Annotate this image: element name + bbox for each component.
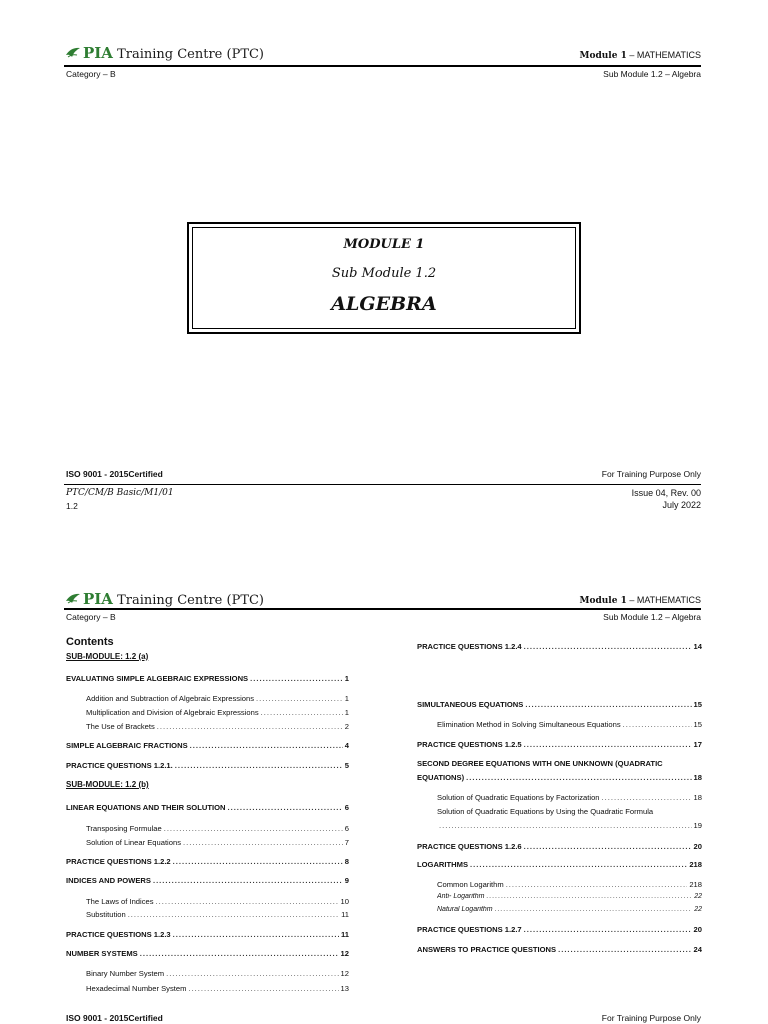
page-number: 1.2 [66, 501, 78, 511]
logo-text [83, 44, 264, 62]
submodule-a-heading[interactable]: SUB-MODULE: 1.2 (a) [66, 652, 149, 661]
toc-entry[interactable]: PRACTICE QUESTIONS 1.2.7 ..... 20 [417, 925, 702, 934]
module-number: Module 1 [579, 596, 627, 606]
toc-entry-wrap[interactable]: SECOND DEGREE EQUATIONS WITH ONE UNKNOWN (QUADRATIC [417, 759, 663, 768]
toc-entry[interactable]: Multiplication and Division of Algebraic Expressions ..... 1 [86, 708, 349, 717]
toc-entry[interactable]: Binary Number System ..... 12 [86, 969, 349, 978]
training-purpose: For Training Purpose Only [601, 469, 701, 479]
contents-title: Contents [66, 636, 114, 648]
logo-brand: PIA [83, 44, 113, 62]
toc-entry[interactable]: PRACTICE QUESTIONS 1.2.2 ..... 8 [66, 857, 349, 866]
submodule-label-2: Sub Module 1.2 – Algebra [603, 612, 701, 622]
toc-entry[interactable]: ..... 19 [437, 821, 702, 830]
toc-entry[interactable]: EVALUATING SIMPLE ALGEBRAIC EXPRESSIONS ..... 1 [66, 674, 349, 683]
toc-entry[interactable]: The Laws of Indices ..... 10 [86, 897, 349, 906]
toc-entry[interactable]: PRACTICE QUESTIONS 1.2.3 ..... 11 [66, 930, 349, 939]
issue-date: July 2022 [662, 500, 701, 510]
module-number: Module 1 [579, 51, 627, 61]
category-label-2: Category – B [66, 612, 116, 622]
iso-certified-2: ISO 9001 - 2015Certified [66, 1013, 163, 1023]
submodule-b-heading[interactable]: SUB-MODULE: 1.2 (b) [66, 780, 149, 789]
logo-brand: PIA [83, 590, 113, 608]
doc-reference: PTC/CM/B Basic/M1/01 [66, 488, 174, 498]
toc-entry[interactable]: Hexadecimal Number System ..... 13 [86, 984, 349, 993]
iso-certified: ISO 9001 - 2015Certified [66, 469, 163, 479]
header-rule [64, 65, 701, 67]
logo-title: Training Centre (PTC) [112, 593, 265, 608]
toc-entry[interactable]: Natural Logarithm ..... 22 [437, 906, 702, 913]
logo-title: Training Centre (PTC) [112, 47, 265, 62]
title-box [187, 222, 581, 334]
module-subject: – MATHEMATICS [626, 595, 701, 605]
toc-entry[interactable]: PRACTICE QUESTIONS 1.2.1. ..... 5 [66, 761, 349, 770]
toc-entry[interactable]: Anti- Logarithm ..... 22 [437, 893, 702, 900]
title-module: MODULE 1 [343, 237, 425, 252]
pia-logo [64, 44, 264, 62]
issue-rev: Issue 04, Rev. 00 [631, 488, 701, 498]
toc-entry[interactable]: The Use of Brackets ..... 2 [86, 722, 349, 731]
toc-entry[interactable]: LOGARITHMS ..... 218 [417, 860, 702, 869]
module-subject: – MATHEMATICS [626, 50, 701, 60]
toc-entry[interactable]: Solution of Linear Equations ..... 7 [86, 838, 349, 847]
toc-entry[interactable]: PRACTICE QUESTIONS 1.2.5 ..... 17 [417, 740, 702, 749]
header-rule-2 [64, 608, 701, 610]
title-submodule: Sub Module 1.2 [331, 266, 437, 281]
module-title-2 [579, 595, 701, 606]
toc-entry[interactable]: Addition and Subtraction of Algebraic Expressions ..... 1 [86, 694, 349, 703]
footer-rule [64, 484, 701, 485]
training-purpose-2: For Training Purpose Only [601, 1013, 701, 1023]
toc-entry[interactable]: SIMULTANEOUS EQUATIONS ..... 15 [417, 700, 702, 709]
logo-text [83, 590, 264, 608]
pia-plane-icon [64, 591, 82, 607]
toc-entry[interactable]: PRACTICE QUESTIONS 1.2.6 ..... 20 [417, 842, 702, 851]
toc-entry[interactable]: Solution of Quadratic Equations by Factorization ..... 18 [437, 793, 702, 802]
submodule-label: Sub Module 1.2 – Algebra [603, 69, 701, 79]
toc-entry[interactable]: Elimination Method in Solving Simultaneous Equations ..... 15 [437, 720, 702, 729]
toc-entry[interactable]: PRACTICE QUESTIONS 1.2.4 ..... 14 [417, 642, 702, 651]
toc-entry[interactable]: Transposing Formulae ..... 6 [86, 824, 349, 833]
toc-entry-wrap[interactable]: Solution of Quadratic Equations by Using the Quadratic Formula [437, 807, 654, 816]
toc-entry[interactable]: SIMPLE ALGEBRAIC FRACTIONS ..... 4 [66, 741, 349, 750]
module-title [579, 50, 701, 61]
toc-entry[interactable]: ANSWERS TO PRACTICE QUESTIONS ..... 24 [417, 945, 702, 954]
title-algebra: ALGEBRA [331, 293, 437, 315]
toc-entry[interactable]: EQUATIONS) ..... 18 [417, 773, 702, 782]
toc-entry[interactable]: Substitution ..... 11 [86, 910, 349, 919]
category-label: Category – B [66, 69, 116, 79]
toc-entry[interactable]: LINEAR EQUATIONS AND THEIR SOLUTION ..... 6 [66, 803, 349, 812]
toc-entry[interactable]: Common Logarithm ..... 218 [437, 880, 702, 889]
pia-logo-2 [64, 590, 264, 608]
pia-plane-icon [64, 45, 82, 61]
toc-entry[interactable]: NUMBER SYSTEMS ..... 12 [66, 949, 349, 958]
toc-entry[interactable]: INDICES AND POWERS ..... 9 [66, 876, 349, 885]
